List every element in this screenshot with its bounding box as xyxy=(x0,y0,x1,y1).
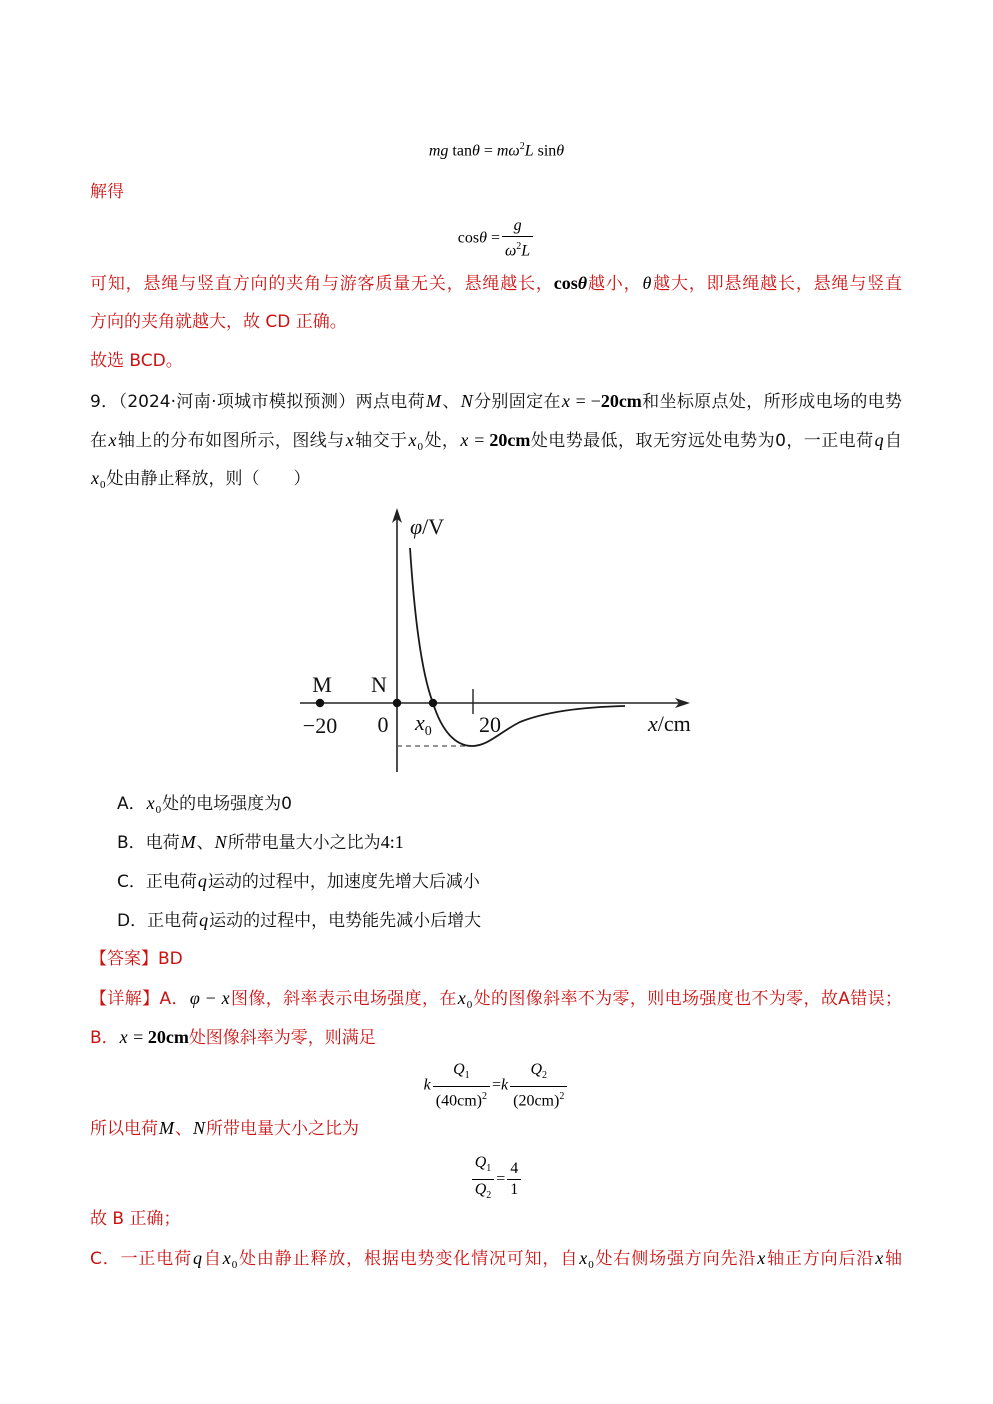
text-run: 处图像斜率为零，则满足 xyxy=(188,1028,376,1048)
choice-conclusion: 故选 BCD。 xyxy=(90,351,183,371)
text-run: 轴正方向后沿 xyxy=(766,1249,875,1269)
math-run: 0 xyxy=(417,441,423,453)
fraction-denominator: 1 xyxy=(507,1179,521,1199)
charge-M-label: M xyxy=(312,672,332,697)
cos-theta-formula xyxy=(0,217,993,260)
analysis-line-1 xyxy=(90,272,902,294)
formula-term-omega: ω xyxy=(505,242,517,260)
option-c xyxy=(117,870,897,892)
formula-subscript: 1 xyxy=(464,1070,470,1082)
text-run: 运动的过程中，电势能先减小后增大 xyxy=(209,911,482,931)
text-run: 所带电量大小之比为 xyxy=(227,833,381,853)
fraction-denominator xyxy=(433,1086,490,1110)
y-axis-label xyxy=(410,514,444,539)
text-run: 图像，斜率表示电场强度，在 xyxy=(230,989,457,1009)
formula-term-k: k xyxy=(423,1076,431,1094)
tick-label-20: 20 xyxy=(479,712,501,737)
math-run: 0 xyxy=(100,479,106,491)
fraction xyxy=(472,1154,495,1205)
text-run: 、 xyxy=(442,392,460,412)
charge-N-dot xyxy=(393,699,401,707)
text-run: 【详解】A． xyxy=(90,989,189,1009)
text-run: 处右侧场强方向先沿 xyxy=(594,1249,757,1269)
math-run: = xyxy=(128,1027,148,1047)
analysis-line-2 xyxy=(90,311,902,333)
text-run: 分别固定在 xyxy=(473,392,561,412)
centripetal-force-formula xyxy=(0,136,993,158)
math-run: x xyxy=(460,430,469,450)
fraction-numerator: 4 xyxy=(510,1160,519,1178)
math-run: x xyxy=(108,430,117,450)
formula-subscript: 2 xyxy=(486,1190,492,1202)
math-run: = − xyxy=(570,391,601,411)
text-run: 9．（2024·河南·项城市模拟预测）两点电荷 xyxy=(90,392,425,412)
tick-label-neg20: −20 xyxy=(302,713,338,738)
math-run: M xyxy=(159,1118,174,1138)
text-run: 处的电场强度为0 xyxy=(162,794,292,814)
text-run: 处由静止释放，则（ ） xyxy=(106,469,311,489)
text-run: 可知，悬绳与竖直方向的夹角与游客质量无关，悬绳越长， xyxy=(90,274,554,294)
math-run: 0 xyxy=(466,999,473,1011)
math-run: x xyxy=(146,793,155,813)
formula-subscript: 2 xyxy=(542,1070,547,1082)
formula-term-Q: Q xyxy=(530,1061,542,1078)
text-run: 处的图像斜率不为零，则电场强度也不为零，故A错误； xyxy=(473,989,902,1009)
x0-symbol: x xyxy=(415,710,425,735)
formula-term-m: m xyxy=(496,142,509,160)
math-run: 0 xyxy=(155,804,162,816)
math-run: − xyxy=(200,988,221,1008)
detail-line-b xyxy=(90,1026,902,1048)
formula-term-cos: cos xyxy=(457,229,480,247)
fraction xyxy=(433,1061,490,1111)
formula-term-theta: θ xyxy=(479,229,487,247)
detail-b-conclusion: 故 B 正确； xyxy=(90,1209,181,1229)
fraction-numerator: g xyxy=(513,217,522,234)
option-a xyxy=(117,792,897,814)
formula-equals: = xyxy=(490,229,500,247)
math-run: q xyxy=(197,871,207,891)
text-run: 越小， xyxy=(587,274,642,294)
text-run: 自 xyxy=(202,1249,222,1269)
text-run: 所以电荷 xyxy=(90,1119,158,1139)
text-run: B． xyxy=(90,1028,119,1048)
y-axis-unit: /V xyxy=(422,514,445,539)
formula-term-tan: tan xyxy=(452,142,472,160)
text-run: A． xyxy=(117,794,146,814)
math-run: x xyxy=(221,988,230,1008)
math-run: 20cm xyxy=(489,430,531,450)
charge-M-dot xyxy=(316,699,324,707)
x-axis-unit: /cm xyxy=(657,711,691,736)
text-run: 、 xyxy=(175,1119,192,1139)
formula-term-theta: θ xyxy=(556,142,565,160)
charge-N-label: N xyxy=(371,672,387,697)
detail-line-c xyxy=(90,1247,902,1269)
y-axis-symbol: φ xyxy=(410,514,423,539)
detail-ratio-line xyxy=(90,1117,902,1139)
math-run: 0 xyxy=(588,1259,594,1271)
formula-equals: = xyxy=(483,142,493,160)
x0-label xyxy=(414,710,432,739)
formula-equals: = xyxy=(491,1076,502,1094)
potential-curve xyxy=(410,548,625,746)
math-run: cos xyxy=(553,273,578,293)
formula-exponent: 2 xyxy=(516,241,522,252)
math-run: 20cm xyxy=(147,1027,189,1047)
math-run: θ xyxy=(577,273,588,293)
text-run: 在 xyxy=(90,431,108,451)
text-run: 轴上的分布如图所示，图线与 xyxy=(117,431,345,451)
fraction-numerator xyxy=(450,1061,473,1086)
text-run: 处由静止释放，根据电势变化情况可知，自 xyxy=(238,1249,579,1269)
math-run: N xyxy=(214,832,227,852)
option-b xyxy=(117,831,897,853)
text-run: 处电势最低，取无穷远处电势为0，一正电荷 xyxy=(530,431,874,451)
text-run: 自 xyxy=(884,431,903,451)
math-run: q xyxy=(192,1248,202,1268)
formula-term-L: L xyxy=(524,142,534,160)
formula-exponent: 2 xyxy=(481,1091,487,1103)
math-run: 4:1 xyxy=(380,832,404,852)
math-run: x xyxy=(561,391,570,411)
text-run: 所带电量大小之比为 xyxy=(206,1119,360,1139)
fraction-denominator xyxy=(502,236,533,260)
fraction xyxy=(502,217,533,260)
text-run: 运动的过程中，加速度先增大后减小 xyxy=(207,872,480,892)
formula-term-sin: sin xyxy=(537,142,557,160)
fraction-denominator xyxy=(472,1179,495,1205)
text-run: 轴交于 xyxy=(354,431,408,451)
formula-exponent: 2 xyxy=(519,141,525,152)
math-run: 0 xyxy=(231,1259,238,1271)
formula-term-omega: ω xyxy=(508,142,520,160)
question-stem-line-1 xyxy=(90,390,902,412)
math-run: x xyxy=(222,1248,231,1268)
x-axis-symbol: x xyxy=(648,711,658,736)
formula-distance: (40cm) xyxy=(435,1092,482,1110)
math-run: x xyxy=(579,1248,588,1268)
potential-graph-figure xyxy=(290,500,710,780)
formula-equals: = xyxy=(496,1170,506,1188)
math-run: x xyxy=(875,1248,884,1268)
math-run: M xyxy=(180,832,196,852)
charge-ratio-formula xyxy=(0,1154,993,1202)
fraction-denominator xyxy=(510,1086,567,1110)
fraction-numerator xyxy=(472,1154,495,1179)
math-run: x xyxy=(119,1027,128,1047)
math-run: M xyxy=(426,391,441,411)
math-run: φ xyxy=(189,988,200,1008)
fraction xyxy=(510,1061,567,1111)
math-run: x xyxy=(345,430,354,450)
math-run: = xyxy=(469,430,490,450)
math-run: x xyxy=(408,430,417,450)
text-run: 越大，即悬绳越长，悬绳与竖直 xyxy=(652,274,903,294)
math-run: q xyxy=(199,910,209,930)
math-run: x xyxy=(457,988,466,1008)
detail-line-a xyxy=(90,987,902,1009)
x0-subscript: 0 xyxy=(424,724,432,739)
formula-term-k: k xyxy=(501,1076,509,1094)
text-run: 处， xyxy=(424,431,460,451)
fraction-numerator xyxy=(527,1061,550,1086)
x-axis-label xyxy=(647,711,691,736)
x0-point-dot xyxy=(429,699,437,707)
formula-term-Q: Q xyxy=(453,1061,465,1078)
solve-label: 解得 xyxy=(90,182,124,202)
formula-term-Q: Q xyxy=(474,1181,487,1199)
math-run: N xyxy=(193,1118,206,1138)
formula-term-theta: θ xyxy=(471,142,480,160)
option-d xyxy=(117,909,897,931)
formula-distance: (20cm) xyxy=(513,1092,560,1110)
text-run: 轴 xyxy=(884,1249,903,1269)
fraction xyxy=(507,1160,521,1199)
question-stem-line-3 xyxy=(90,467,902,489)
text-run: C．一正电荷 xyxy=(90,1249,192,1269)
coulomb-balance-formula xyxy=(0,1061,993,1110)
formula-subscript: 1 xyxy=(486,1163,492,1175)
answer-label: 【答案】BD xyxy=(90,949,183,969)
math-run: 20cm xyxy=(600,391,642,411)
text-run: 、 xyxy=(196,833,214,853)
question-stem-line-2 xyxy=(90,429,902,451)
math-run: N xyxy=(460,391,473,411)
math-run: q xyxy=(874,430,884,450)
text-run: 和坐标原点处，所形成电场的电势 xyxy=(641,392,903,412)
formula-term-mg: mg xyxy=(428,142,449,160)
formula-term-L: L xyxy=(521,242,531,260)
math-run: x xyxy=(91,468,99,488)
math-run: x xyxy=(757,1248,766,1268)
text-run: D．正电荷 xyxy=(117,911,199,931)
math-run: θ xyxy=(642,273,652,293)
text-run: B．电荷 xyxy=(117,833,180,853)
tick-label-0: 0 xyxy=(377,712,389,737)
formula-term-Q: Q xyxy=(474,1154,487,1171)
text-run: 方向的夹角就越大，故 CD 正确。 xyxy=(90,312,347,332)
formula-exponent: 2 xyxy=(559,1091,565,1103)
text-run: C．正电荷 xyxy=(117,872,197,892)
